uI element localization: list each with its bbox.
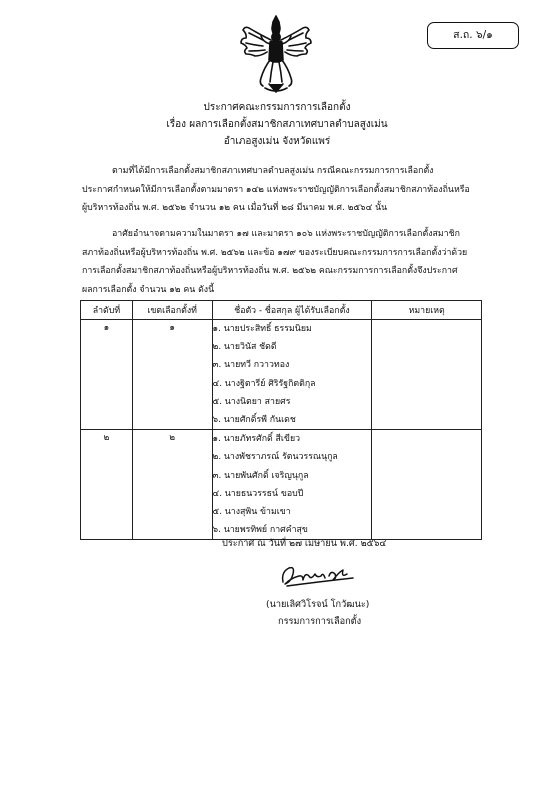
signature-icon — [277, 560, 361, 590]
header-names: ชื่อตัว - ชื่อสกุล ผู้ได้รับเลือกตั้ง — [212, 301, 372, 320]
row-district: ๒ — [132, 430, 212, 540]
paragraph-authority-line: การเลือกตั้งสมาชิกสภาท้องถิ่นหรือผู้บริหารท้องถิ่น พ.ศ. ๒๕๖๒ คณะกรรมการการเลือกตั้งจึงประกาศ — [82, 266, 458, 276]
row-remark — [372, 320, 482, 430]
form-code-box: ส.ถ. ๖/๑ — [427, 22, 519, 49]
table-header-row — [81, 301, 482, 320]
header-order: ลำดับที่ — [81, 301, 133, 320]
row-remark — [372, 430, 482, 540]
candidate-name: ๑. นายภัทรศักดิ์ สีเขียว — [212, 434, 301, 445]
results-table — [80, 300, 482, 540]
paragraph-intro-line: ตามที่ได้มีการเลือกตั้งสมาชิกสภาเทศบาลตำบลสูงเม่น กรณีคณะกรรมการการเลือกตั้ง — [112, 166, 434, 176]
candidate-name: ๕. นางนิตยา สายศร — [212, 396, 291, 407]
signer-title: กรรมการการเลือกตั้ง — [278, 616, 362, 627]
candidate-name: ๖. นายพรทิพย์ กาศคำสุข — [212, 525, 308, 536]
paragraph-authority — [82, 225, 482, 299]
candidate-name: ๕. นางสุพิน ข้ามเขา — [212, 506, 291, 517]
header-remark: หมายเหตุ — [372, 301, 482, 320]
candidate-name: ๖. นายศักดิ์รพี กันเดช — [212, 414, 296, 425]
candidate-name: ๓. นายพันศักดิ์ เจริญนุกูล — [212, 470, 309, 481]
row-district: ๑ — [132, 320, 212, 430]
paragraph-intro-line: ผู้บริหารท้องถิ่น พ.ศ. ๒๕๖๒ จำนวน ๑๒ คน เมื่อวันที่ ๒๘ มีนาคม พ.ศ. ๒๕๖๔ นั้น — [82, 203, 388, 213]
candidate-name: ๓. นายทวี กวาวทอง — [212, 360, 290, 371]
announcement-location: อำเภอสูงเม่น จังหวัดแพร่ — [223, 136, 331, 147]
table-row — [81, 320, 482, 430]
row-order: ๒ — [81, 430, 133, 540]
candidate-name: ๒. นายวินัส ชัดดี — [212, 342, 277, 353]
garuda-emblem-icon — [237, 12, 315, 96]
paragraph-intro-line: ประกาศกำหนดให้มีการเลือกตั้งตามมาตรา ๑๔๒ แห่งพระราชบัญญัติการเลือกตั้งสมาชิกสภาท้องถิ่นหรือ — [82, 184, 470, 195]
paragraph-authority-line: ผลการเลือกตั้ง จำนวน ๑๒ คน ดังนี้ — [82, 284, 215, 295]
row-order: ๑ — [81, 320, 133, 430]
candidate-name: ๔. นางฐิตารีย์ ศิริรัฐกิตติกุล — [212, 378, 316, 389]
announcement-title: ประกาศคณะกรรมการการเลือกตั้ง — [203, 102, 351, 113]
table-row — [81, 430, 482, 540]
candidate-name: ๒. นางพัชราภรณ์ รัตนวรรณนุกูล — [212, 452, 338, 463]
row-names — [212, 430, 372, 540]
candidate-name: ๔. นายธนวรรธน์ ขอบปี — [212, 488, 304, 499]
signer-name: (นายเลิศวิโรจน์ โกวัฒนะ) — [266, 599, 370, 610]
paragraph-authority-line: สภาท้องถิ่นหรือผู้บริหารท้องถิ่น พ.ศ. ๒๕๖๒ และข้อ ๑๗๙ ของระเบียบคณะกรรมการการเลือกตั้งว่าด้วย — [82, 247, 468, 258]
row-names — [212, 320, 372, 430]
announce-date: ประกาศ ณ วันที่ ๒๗ เมษายน พ.ศ. ๒๕๖๔ — [222, 538, 387, 549]
announcement-subject: เรื่อง ผลการเลือกตั้งสมาชิกสภาเทศบาลตำบลสูงเม่น — [166, 119, 388, 130]
paragraph-authority-line: อาศัยอำนาจตามความในมาตรา ๑๗ และมาตรา ๑๐๖ แห่งพระราชบัญญัติการเลือกตั้งสมาชิก — [112, 229, 460, 239]
paragraph-intro — [82, 162, 482, 218]
header-district: เขตเลือกตั้งที่ — [132, 301, 212, 320]
candidate-name: ๑. นายประสิทธิ์ ธรรมนิยม — [212, 324, 312, 334]
